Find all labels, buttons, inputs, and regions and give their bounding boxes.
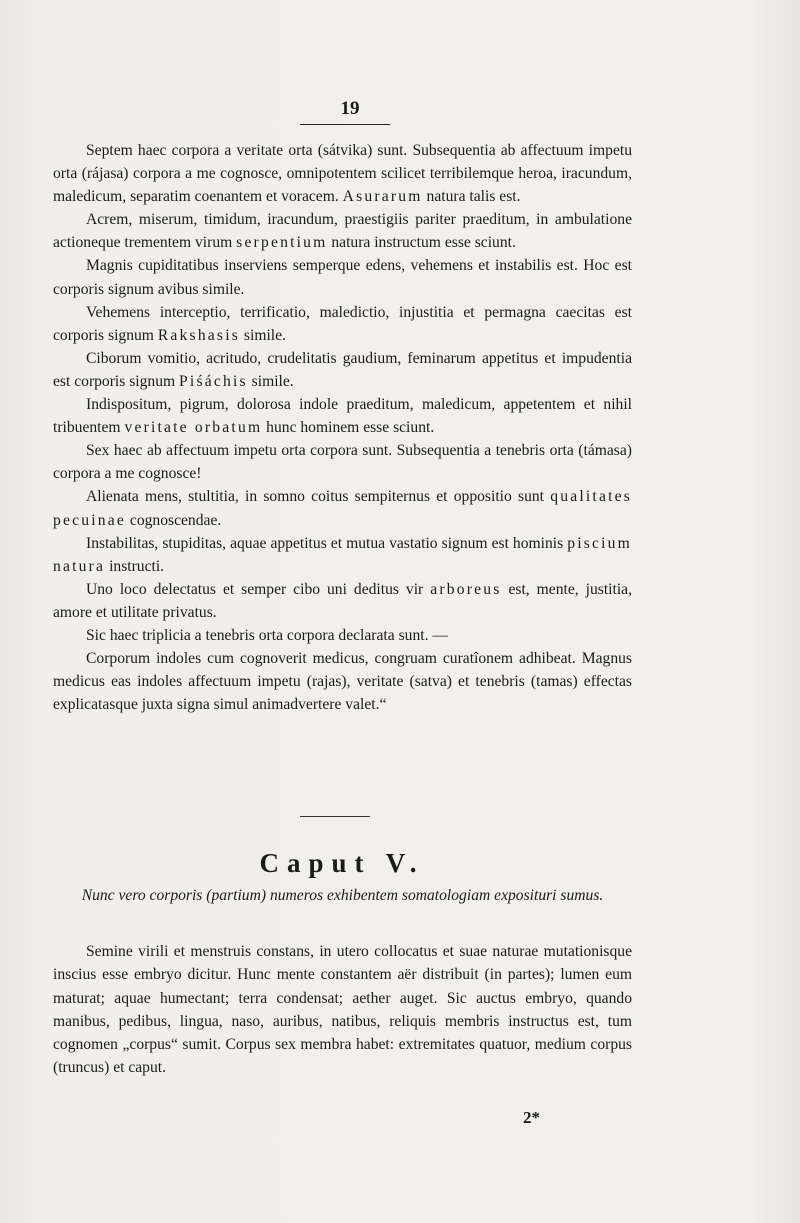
paragraph-text: Ciborum vomitio, acritudo, crudelitatis gaudium, feminarum appetitus et impudentia est corporis signum: [53, 349, 632, 390]
spaced-term: serpentium: [236, 234, 328, 252]
paragraph-text: Uno loco delectatus et semper cibo uni deditus vir: [86, 580, 431, 598]
paragraph: [53, 347, 632, 393]
spaced-term: piscium natura: [53, 534, 632, 575]
paragraph: Magnis cupiditatibus inserviens semperque edens, vehemens et instabilis est. Hoc est corporis signum avibus simile.: [53, 257, 632, 298]
paragraph: Sex haec ab affectuum impetu orta corpora sunt. Subsequentia a tenebris orta (támasa) corpora a me cognosce!: [53, 442, 632, 483]
paragraph-text: simile.: [247, 372, 294, 390]
sheet-signature: 2*: [523, 1108, 540, 1127]
body-text: [53, 139, 632, 716]
spaced-term: Asurarum: [342, 188, 423, 206]
paragraph: [53, 139, 632, 208]
paragraph-text: Acrem, miserum, timidum, iracundum, praestigiis pariter praeditum, in ambulatione actioneque trementem virum: [53, 211, 632, 252]
paragraph: [53, 208, 632, 254]
paragraph-text: instructi.: [105, 557, 165, 575]
paragraph-text: natura talis est.: [422, 188, 521, 206]
chapter-body-text: [53, 940, 632, 1080]
paragraph: [53, 578, 632, 624]
paragraph: Semine virili et menstruis constans, in utero collocatus et suae naturae mutationisque inscius esse embryo dicitur. Hunc mente constantem aër distribuit (in partes); lumen eum maturat; aquae humectant; terra condensat; aether auget. Sic auctus embryo, quando manibus, pedibus, lingua, naso, auribus, natibus, reliquis membris instructus est, tum cognomen „corpus“ sumit. Corpus sex membra habet: extremitates quatuor, medium corpus (truncus) et caput.: [53, 943, 632, 1077]
chapter-heading: Caput V.: [259, 848, 425, 878]
paragraph-text: simile.: [240, 326, 286, 344]
section-divider: [300, 816, 370, 817]
paragraph-text: est, mente, justitia, amore et utilitate privatus.: [53, 580, 632, 621]
header-rule: [300, 124, 390, 125]
paragraph-text: Indispositum, pigrum, dolorosa indole praeditum, maledicum, appetentem et nihil tribuentem: [53, 396, 632, 437]
paragraph: Sic haec triplicia a tenebris orta corpora declarata sunt. —: [86, 626, 448, 644]
page-number: 19: [340, 98, 360, 119]
paragraph: Corporum indoles cum cognoverit medicus, congruam curatîonem adhibeat. Magnus medicus eas indoles affectuum impetu (rajas), veritate (satva) et tenebris (tamas) effectas explicatasque juxta signa simul animadvertere valet.“: [53, 650, 632, 714]
paragraph: [53, 532, 632, 578]
spaced-term: Rakshasis: [157, 326, 241, 344]
paragraph-text: cognoscendae.: [126, 511, 222, 529]
spaced-term: veritate orbatum: [124, 419, 263, 437]
chapter-subtitle: Nunc vero corporis (partium) numeros exhibentem somatologiam exposituri sumus.: [81, 887, 604, 904]
paragraph-text: Instabilitas, stupiditas, aquae appetitus et mutua vastatio signum est hominis: [86, 534, 568, 552]
paragraph-text: hunc hominem esse sciunt.: [262, 419, 435, 437]
paragraph-text: Alienata mens, stultitia, in somno coitus sempiternus et oppositio sunt: [86, 488, 551, 506]
spaced-term: qualitates pecuinae: [53, 488, 632, 529]
paragraph: [53, 301, 632, 347]
paragraph-text: Septem haec corpora a veritate orta (sátvika) sunt. Subsequentia ab affectuum impetu orta (rájasa) corpora a me cognosce, omnipotentem scilicet terribilemque heroa, iracundum, maledicum, separatim coenantem et voracem.: [53, 142, 632, 206]
spaced-term: Piśáchis: [179, 372, 248, 390]
paragraph-text: natura instructum esse sciunt.: [327, 234, 516, 252]
paragraph: [53, 393, 632, 439]
spaced-term: arboreus: [430, 580, 502, 598]
paragraph: [53, 485, 632, 531]
paragraph-text: Vehemens interceptio, terrificatio, maledictio, injustitia et permagna caecitas est corporis signum: [53, 303, 632, 344]
